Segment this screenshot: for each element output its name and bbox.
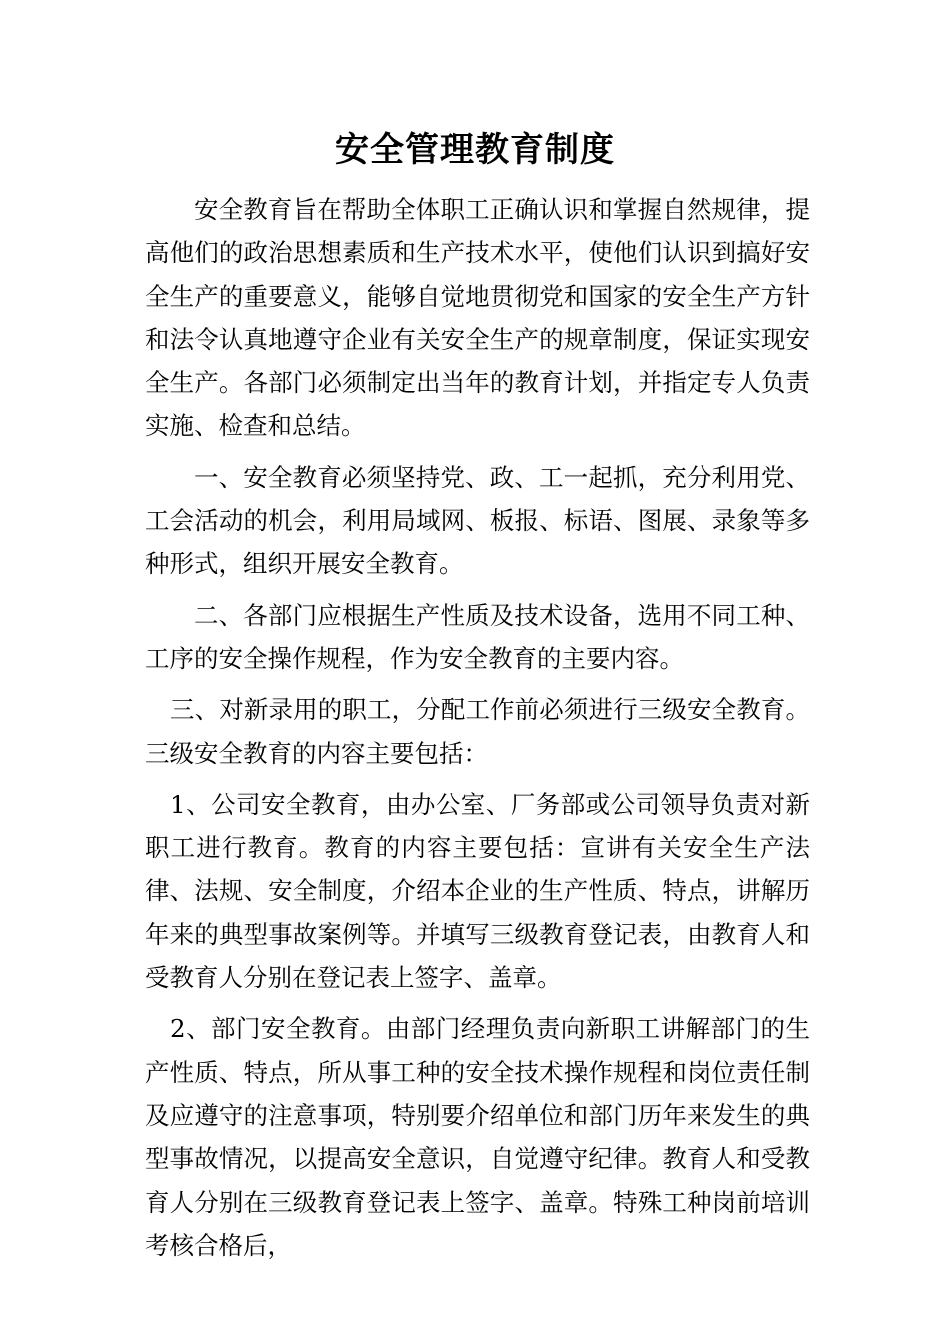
item-two-paragraph: 2、部门安全教育。由部门经理负责向新职工讲解部门的生产性质、特点，所从事工种的安全技术操作规程和岗位责任制及应遵守的注意事项，特别要介绍单位和部门历年来发生的典型事故情况，以提高安全意识，自觉遵守纪律。教育人和受教育人分别在三级教育登记表上签字、盖章。特殊工种岗前培训考核合格后， <box>145 1014 810 1260</box>
document-title: 安全管理教育制度 <box>335 130 615 170</box>
section-three-paragraph: 三、对新录用的职工，分配工作前必须进行三级安全教育。三级安全教育的内容主要包括： <box>145 695 810 768</box>
document-body <box>145 188 810 1267</box>
section-one-paragraph: 一、安全教育必须坚持党、政、工一起抓，充分利用党、工会活动的机会，利用局域网、板报、标语、图展、录象等多种形式，组织开展安全教育。 <box>145 462 810 579</box>
section-two-paragraph: 二、各部门应根据生产性质及技术设备，选用不同工种、工序的安全操作规程，作为安全教育的主要内容。 <box>145 600 810 673</box>
item-one-paragraph: 1、公司安全教育，由办公室、厂务部或公司领导负责对新职工进行教育。教育的内容主要包括：宣讲有关安全生产法律、法规、安全制度，介绍本企业的生产性质、特点，讲解历年来的典型事故案例等。并填写三级教育登记表，由教育人和受教育人分别在登记表上签字、盖章。 <box>145 789 810 993</box>
intro-paragraph: 安全教育旨在帮助全体职工正确认识和掌握自然规律，提高他们的政治思想素质和生产技术水平，使他们认识到搞好安全生产的重要意义，能够自觉地贯彻党和国家的安全生产方针和法令认真地遵守企业有关安全生产的规章制度，保证实现安全生产。各部门必须制定出当年的教育计划，并指定专人负责实施、检查和总结。 <box>145 195 810 441</box>
